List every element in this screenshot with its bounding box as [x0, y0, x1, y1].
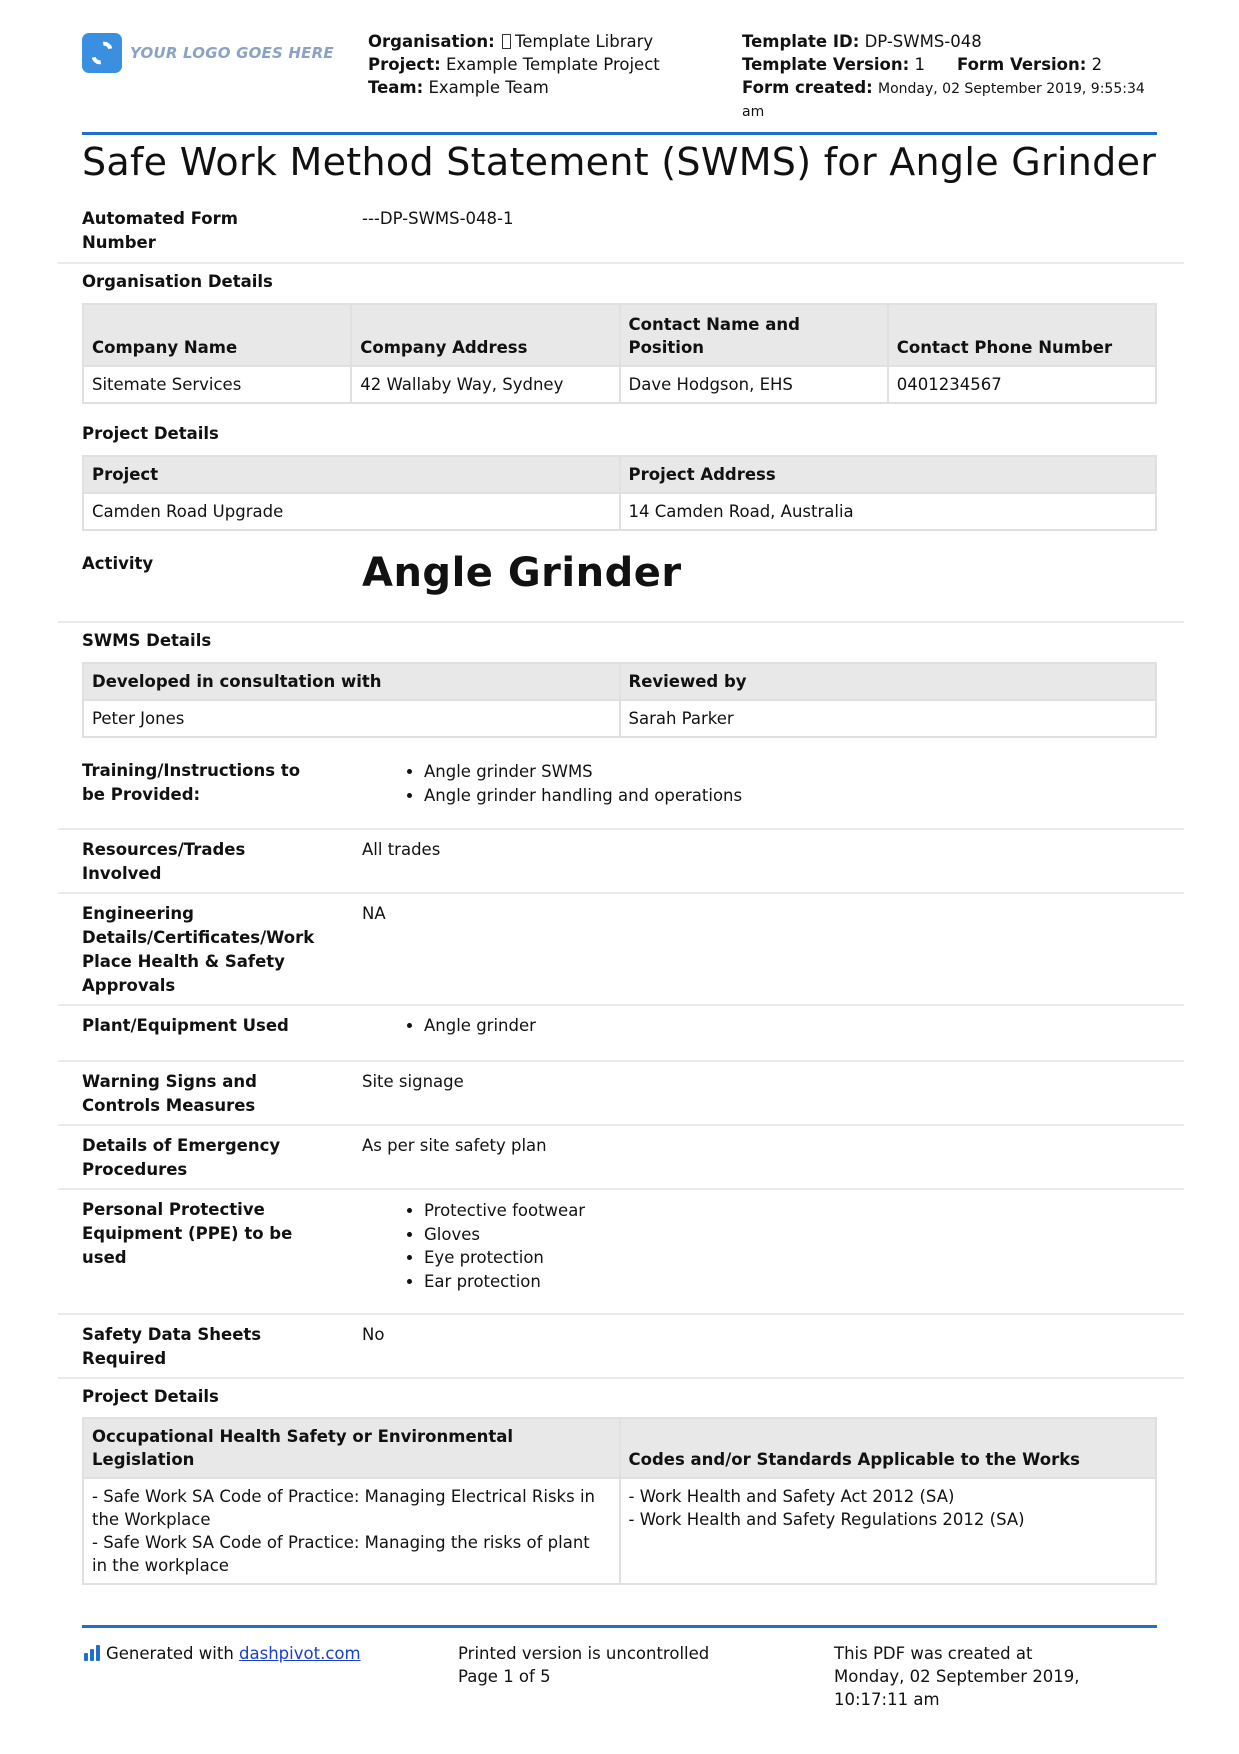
table-cell [83, 1478, 620, 1584]
template-id-label: Template ID: [742, 32, 860, 51]
logo-icon [82, 33, 122, 73]
resources-label-line: Involved [82, 864, 162, 883]
sds-label-line: Required [82, 1349, 167, 1368]
footer-created-info [834, 1642, 1080, 1711]
divider [58, 828, 1184, 830]
legislation-line: - Safe Work SA Code of Practice: Managing the risks of plant [92, 1533, 590, 1552]
resources-label-line: Resources/Trades [82, 840, 246, 859]
organisation-label: Organisation: [368, 32, 495, 51]
header-template-block [742, 30, 1162, 124]
legislation-line: in the workplace [92, 1556, 229, 1575]
legislation-line: the Workplace [92, 1510, 211, 1529]
list-item: • Ear protection [424, 1270, 585, 1294]
automated-form-label-line: Automated Form [82, 209, 238, 228]
engineering-label-line: Engineering [82, 904, 194, 923]
created-line: 10:17:11 am [834, 1690, 940, 1709]
table-header [83, 1418, 620, 1478]
form-created-value: Monday, 02 September 2019, 9:55:34 [878, 81, 1145, 97]
form-version-label: Form Version: [956, 55, 1087, 74]
list-item: • Angle grinder SWMS [424, 760, 742, 784]
emergency-label [82, 1134, 342, 1182]
header-divider [82, 132, 1157, 135]
table-cell: Peter Jones [83, 700, 620, 737]
table-cell: Dave Hodgson, EHS [620, 366, 888, 403]
printed-notice: Printed version is uncontrolled [458, 1644, 710, 1663]
table-row [83, 700, 1156, 737]
logo-text: YOUR LOGO GOES HERE [130, 44, 334, 62]
divider [58, 1377, 1184, 1379]
table-header: Project Address [620, 456, 1157, 493]
project-value: Example Template Project [445, 55, 660, 74]
dashpivot-icon [84, 1645, 100, 1661]
missing-glyph-icon [502, 34, 511, 49]
training-label-line: be Provided: [82, 785, 201, 804]
footer-divider [82, 1625, 1157, 1628]
resources-value: All trades [362, 840, 441, 859]
table-row [83, 366, 1156, 403]
automated-form-value: ---DP-SWMS-048-1 [362, 209, 514, 228]
footer-print-info [458, 1642, 709, 1688]
divider [58, 892, 1184, 894]
list-item: • Protective footwear [424, 1199, 585, 1223]
divider [58, 1004, 1184, 1006]
engineering-label [82, 902, 342, 998]
standards-line: - Work Health and Safety Act 2012 (SA) [628, 1487, 955, 1506]
training-label-line: Training/Instructions to [82, 761, 301, 780]
form-created-label: Form created: [742, 78, 873, 97]
divider [58, 1188, 1184, 1190]
header-org-block [368, 30, 728, 99]
swms-details-heading: SWMS Details [82, 631, 212, 650]
table-header: Developed in consultation with [83, 663, 620, 700]
table-header: Project [83, 456, 620, 493]
table-row [83, 1478, 1156, 1584]
template-version-label: Template Version: [742, 55, 910, 74]
organisation-details-heading: Organisation Details [82, 272, 273, 291]
activity-value: Angle Grinder [362, 550, 682, 596]
dashpivot-link[interactable]: dashpivot.com [239, 1644, 361, 1663]
organisation-value: Template Library [514, 32, 654, 51]
table-cell: 42 Wallaby Way, Sydney [351, 366, 619, 403]
automated-form-label-line: Number [82, 233, 156, 252]
generated-text: Generated with [106, 1644, 234, 1663]
page-title: Safe Work Method Statement (SWMS) for Angle Grinder [82, 140, 1157, 184]
ppe-label-line: Equipment (PPE) to be [82, 1224, 293, 1243]
table-header-line: Occupational Health Safety or Environmental [92, 1427, 514, 1446]
sds-label [82, 1323, 342, 1371]
table-header: Reviewed by [620, 663, 1157, 700]
project-details-table [82, 455, 1157, 531]
divider [58, 1124, 1184, 1126]
table-header: Codes and/or Standards Applicable to the Works [620, 1418, 1157, 1478]
warning-label-line: Warning Signs and [82, 1072, 257, 1091]
training-label [82, 759, 342, 807]
warning-label-line: Controls Measures [82, 1096, 256, 1115]
project-label: Project: [368, 55, 441, 74]
divider [58, 262, 1184, 264]
ppe-list [362, 1199, 585, 1293]
created-line: This PDF was created at [834, 1644, 1033, 1663]
swms-details-table [82, 662, 1157, 738]
table-cell [620, 1478, 1157, 1584]
divider [58, 621, 1184, 623]
plant-list [362, 1014, 536, 1038]
list-item: • Angle grinder handling and operations [424, 784, 742, 808]
emergency-label-line: Details of Emergency [82, 1136, 281, 1155]
table-header: Company Address [351, 304, 619, 366]
legislation-line: - Safe Work SA Code of Practice: Managing Electrical Risks in [92, 1487, 595, 1506]
table-header: Company Name [83, 304, 351, 366]
warning-value: Site signage [362, 1072, 464, 1091]
list-item: • Angle grinder [424, 1014, 536, 1038]
sds-label-line: Safety Data Sheets [82, 1325, 262, 1344]
ppe-label-line: Personal Protective [82, 1200, 265, 1219]
divider [58, 1313, 1184, 1315]
engineering-label-line: Approvals [82, 976, 176, 995]
team-label: Team: [368, 78, 424, 97]
ppe-label [82, 1198, 342, 1270]
list-item: • Eye protection [424, 1246, 585, 1270]
engineering-label-line: Details/Certificates/Work [82, 928, 315, 947]
template-version-value: 1 [914, 55, 925, 74]
form-created-value-cont: am [742, 104, 765, 120]
table-header-line: Legislation [92, 1450, 195, 1469]
list-item: • Gloves [424, 1223, 585, 1247]
project-details-heading: Project Details [82, 424, 219, 443]
footer-generated [84, 1642, 361, 1665]
warning-label [82, 1070, 342, 1118]
table-header: Contact Name and Position [620, 304, 888, 366]
table-cell: Sitemate Services [83, 366, 351, 403]
activity-label: Activity [82, 554, 154, 573]
divider [58, 1060, 1184, 1062]
organisation-details-table [82, 303, 1157, 404]
engineering-label-line: Place Health & Safety [82, 952, 285, 971]
table-cell: Camden Road Upgrade [83, 493, 620, 530]
team-value: Example Team [428, 78, 549, 97]
table-row [83, 493, 1156, 530]
company-logo [82, 33, 334, 73]
emergency-value: As per site safety plan [362, 1136, 547, 1155]
training-list [362, 760, 742, 807]
legislation-table [82, 1417, 1157, 1585]
automated-form-label [82, 207, 342, 255]
standards-line: - Work Health and Safety Regulations 2012 (SA) [628, 1510, 1025, 1529]
resources-label [82, 838, 342, 886]
ppe-label-line: used [82, 1248, 127, 1267]
table-cell: 14 Camden Road, Australia [620, 493, 1157, 530]
created-line: Monday, 02 September 2019, [834, 1667, 1080, 1686]
template-id-value: DP-SWMS-048 [864, 32, 982, 51]
legislation-heading: Project Details [82, 1387, 219, 1406]
form-version-value: 2 [1091, 55, 1103, 74]
engineering-value: NA [362, 904, 386, 923]
plant-label: Plant/Equipment Used [82, 1016, 289, 1035]
table-cell: Sarah Parker [620, 700, 1157, 737]
table-cell: 0401234567 [888, 366, 1156, 403]
sds-value: No [362, 1325, 385, 1344]
emergency-label-line: Procedures [82, 1160, 188, 1179]
table-header: Contact Phone Number [888, 304, 1156, 366]
page-number: Page 1 of 5 [458, 1667, 551, 1686]
